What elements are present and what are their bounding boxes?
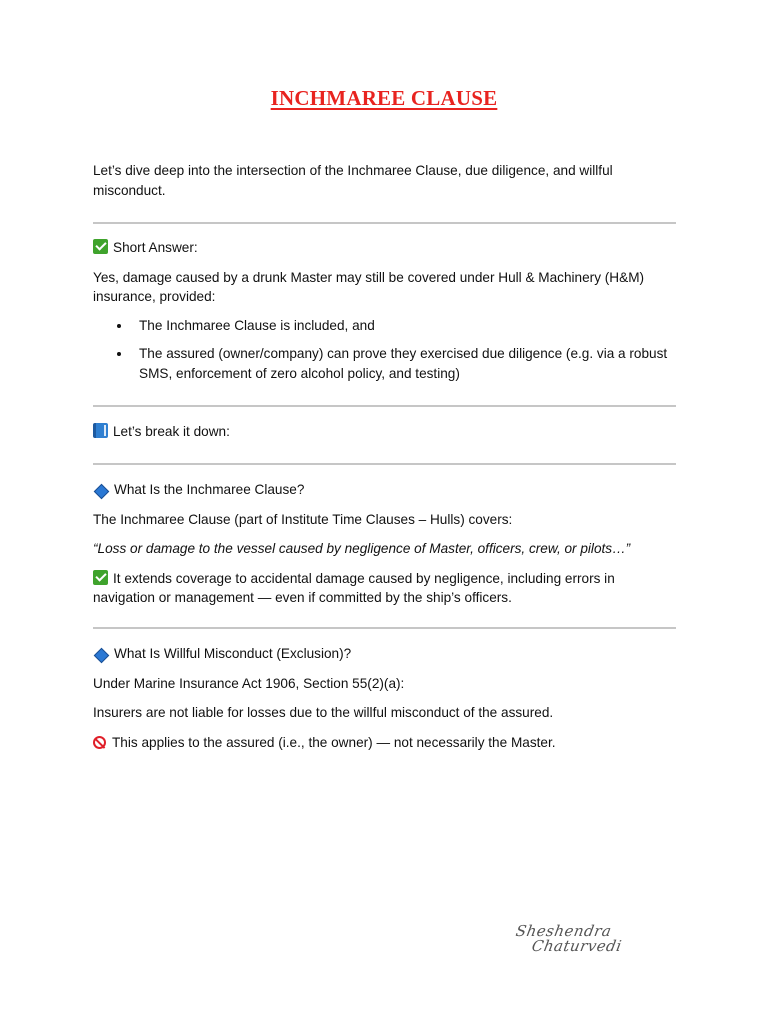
divider — [93, 405, 676, 407]
divider — [93, 463, 676, 465]
divider — [93, 222, 676, 224]
blue-diamond-icon — [95, 485, 106, 496]
short-answer-body: Yes, damage caused by a drunk Master may still be covered under Hull & Machinery (H&M) insurance, provided: — [93, 269, 645, 304]
bullet-item: The assured (owner/company) can prove they exercised due diligence (e.g. via a robust SMS, enforcement of zero alcohol policy, and testing) — [93, 344, 676, 383]
signature-line-1: Sheshendra — [514, 922, 614, 940]
short-answer-bullets — [93, 316, 676, 384]
breakdown-heading — [93, 422, 676, 442]
inchmaree-heading-text: What Is the Inchmaree Clause? — [114, 482, 305, 497]
inchmaree-body: The Inchmaree Clause (part of Institute Time Clauses – Hulls) covers: — [93, 511, 513, 527]
misconduct-act: Under Marine Insurance Act 1906, Section 55(2)(a): — [93, 675, 405, 691]
misconduct-heading — [93, 644, 676, 664]
inchmaree-section — [93, 480, 676, 608]
breakdown-heading-text: Let’s break it down: — [113, 424, 230, 439]
misconduct-note-text: This applies to the assured (i.e., the owner) — not necessarily the Master. — [112, 734, 556, 750]
breakdown-section — [93, 422, 676, 442]
short-answer-heading-text: Short Answer: — [113, 240, 198, 255]
intro-paragraph — [93, 161, 676, 200]
blue-book-icon — [93, 423, 108, 438]
misconduct-body: Insurers are not liable for losses due to the willful misconduct of the assured. — [93, 705, 554, 720]
bullet-item: The Inchmaree Clause is included, and — [93, 316, 676, 336]
check-mark-button-icon — [93, 570, 108, 585]
inchmaree-note — [93, 569, 676, 608]
signature-line-2: Chaturvedi — [530, 937, 624, 955]
divider — [93, 627, 676, 629]
misconduct-section — [93, 644, 676, 752]
page-title: INCHMAREE CLAUSE — [270, 86, 498, 110]
short-answer-section — [93, 238, 676, 383]
short-answer-heading — [93, 238, 676, 258]
intro-text: Let’s dive deep into the intersection of the Inchmaree Clause, due diligence, and willful misconduct. — [93, 163, 613, 198]
misconduct-note — [93, 733, 676, 753]
signature — [512, 922, 652, 958]
inchmaree-quote: “Loss or damage to the vessel caused by negligence of Master, officers, crew, or pilots…” — [93, 541, 631, 556]
prohibited-icon — [93, 736, 106, 749]
misconduct-heading-text: What Is Willful Misconduct (Exclusion)? — [114, 646, 352, 661]
check-mark-button-icon — [93, 239, 108, 254]
inchmaree-note-text: It extends coverage to accidental damage caused by negligence, including errors in navigation or management — even if committed by the ship’s officers. — [93, 570, 615, 605]
blue-diamond-icon — [95, 649, 106, 660]
inchmaree-heading — [93, 480, 676, 500]
